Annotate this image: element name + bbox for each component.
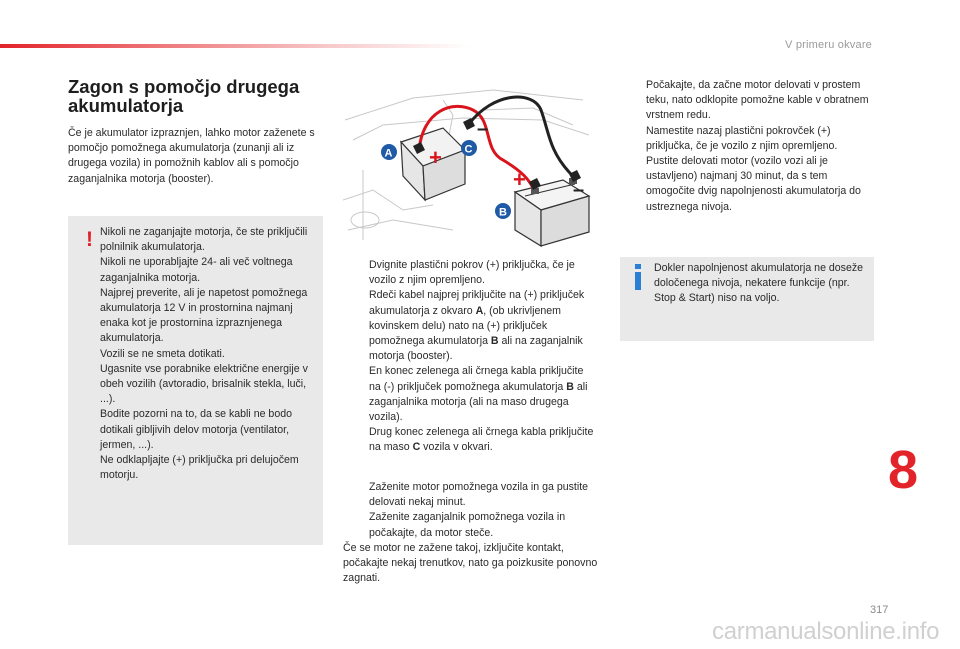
exclamation-icon: ! — [86, 228, 93, 251]
label-c: C — [464, 143, 473, 156]
retry-note: Če se motor ne zažene takoj, izključite kontakt, počakajte nekaj trenutkov, nato ga poizkusite ponovno zagnati. — [343, 541, 598, 585]
info-icon — [629, 262, 647, 292]
warning-line: Bodite pozorni na to, da se kabli ne bodo dotikali gibljivih delov motorja (ventilator, jermen, ...). — [100, 408, 293, 451]
warning-line: Ugasnite vse porabnike električne energije v obeh vozilih (avtoradio, brisalnik stekla, luči, ...). — [100, 362, 308, 406]
minus-sign-b: – — [573, 179, 585, 201]
warning-line: Ne odklapljajte (+) priključka pri delujočem motorju. — [100, 454, 299, 482]
steps-start-block — [343, 480, 601, 586]
page-title: Zagon s pomočjo drugega akumulatorja — [68, 76, 300, 116]
warning-box — [68, 216, 323, 545]
list-item: En konec zelenega ali črnega kabla priključite na (-) priključek pomožnega akumulatorja B ali zaganjalnika motorja (ali na maso drugega vozila). — [369, 365, 588, 424]
warning-line: Vozili se ne smeta dotikati. — [100, 347, 225, 360]
list-item: Počakajte, da začne motor delovati v prostem teku, nato odklopite pomožne kable v obratnem vrstnem redu. — [646, 79, 869, 122]
steps-start-list — [343, 480, 601, 541]
watermark: carmanualsonline.info — [712, 618, 940, 645]
info-box — [620, 257, 874, 341]
plus-sign-a: + — [429, 145, 442, 170]
plus-sign-b: + — [513, 167, 526, 192]
warning-line: Nikoli ne uporabljajte 24- ali več voltnega zaganjalnika motorja. — [100, 256, 293, 284]
list-item: Dvignite plastični pokrov (+) priključka, če je vozilo z njim opremljeno. — [369, 259, 575, 287]
steps-finish-list — [620, 78, 874, 215]
warning-text — [100, 225, 314, 483]
page-number: 317 — [870, 604, 889, 616]
list-item: Pustite delovati motor (vozilo vozi ali je ustavljeno) najmanj 30 minut, da s tem omogočite dvig napolnjenosti akumulatorja do ustreznega nivoja. — [646, 155, 861, 213]
list-item: Zaženite zaganjalnik pomožnega vozila in počakajte, da motor steče. — [369, 511, 566, 539]
minus-sign-c: – — [477, 118, 489, 140]
label-a: A — [384, 147, 393, 160]
header-accent-bar — [0, 44, 470, 48]
steps-connect-list — [343, 258, 595, 456]
label-b: B — [499, 206, 507, 219]
jump-start-illustration — [343, 80, 591, 250]
warning-line: Najprej preverite, ali je napetost pomožnega akumulatorja 12 V in prostornina najmanj enaka kot je prostornina izpraznjenega akumulatorja. — [100, 286, 308, 345]
intro-paragraph: Če je akumulator izpraznjen, lahko motor zaženete s pomočjo pomožnega akumulatorja (zunanji ali iz drugega vozila) in pomožnih kablov ali s pomočjo zaganjalnika motorja (booster). — [68, 127, 315, 185]
list-item: Rdeči kabel najprej priključite na (+) priključek akumulatorja z okvaro A, (ob ukrivljenem kovinskem delu) nato na (+) priključek pomožnega akumulatorja B ali na zaganjalnik motorja (booster). — [369, 289, 585, 363]
list-item: Zaženite motor pomožnega vozila in ga pustite delovati nekaj minut. — [369, 481, 589, 509]
warning-line: Nikoli ne zaganjajte motorja, če ste priključili polnilnik akumulatorja. — [100, 226, 308, 254]
list-item: Namestite nazaj plastični pokrovček (+) priključka, če je vozilo z njim opremljeno. — [646, 124, 838, 152]
list-item: Drug konec zelenega ali črnega kabla priključite na maso C vozila v okvari. — [369, 426, 594, 454]
section-title: V primeru okvare — [785, 39, 872, 51]
chapter-number: 8 — [888, 440, 919, 500]
info-text: Dokler napolnjenost akumulatorja ne doseže določenega nivoja, nekatere funkcije (npr. Stop & Start) niso na voljo. — [654, 262, 864, 305]
